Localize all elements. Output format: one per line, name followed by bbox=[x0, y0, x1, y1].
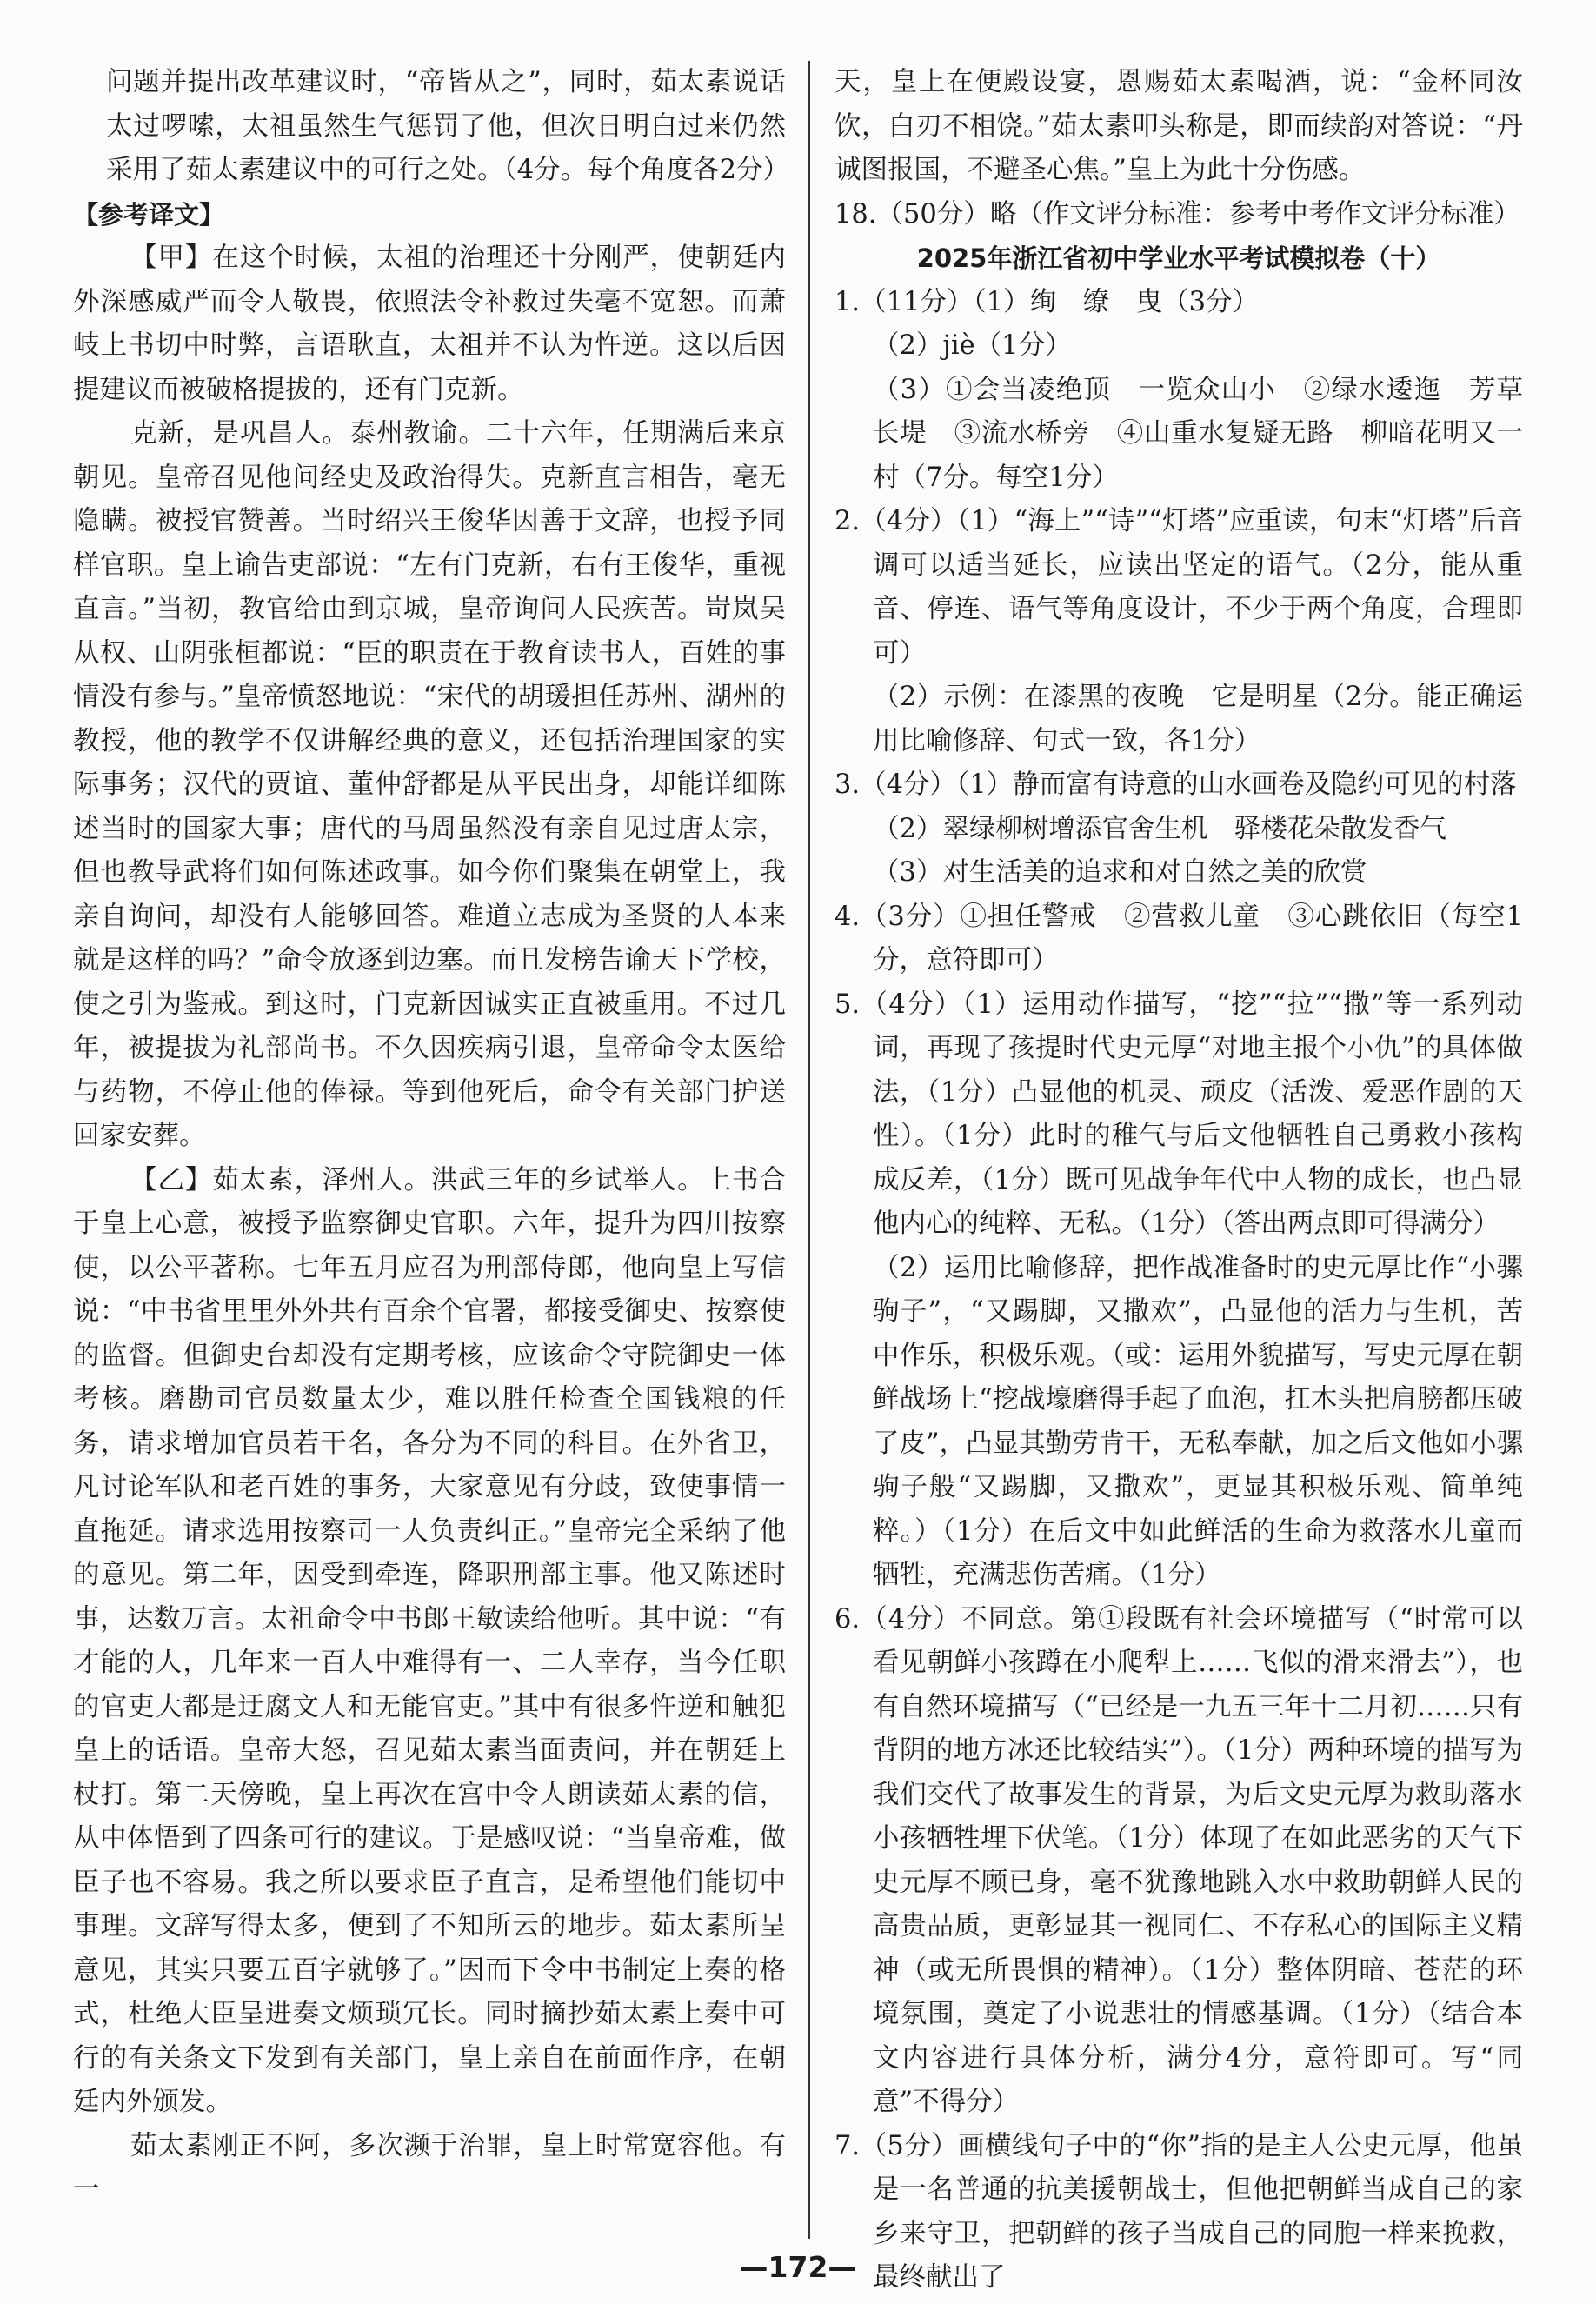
answer-q18: 18.（50分）略（作文评分标准：参考中考作文评分标准） bbox=[835, 198, 1520, 230]
page-number: —172— bbox=[739, 2250, 857, 2284]
right-column bbox=[835, 61, 1523, 2301]
answer-q5-2: （2）运用比喻修辞，把作战准备时的史元厚比作“小骡驹子”，“又踢脚，又撒欢”，凸显他的活力与生机，苦中作乐，积极乐观。（或：运用外貌描写，写史元厚在朝鲜战场上“挖战壕磨得手起了血泡，扛木头把肩膀都压破了皮”，凸显其勤劳肯干，无私奉献，加之后文他如小骡驹子般“又踢脚，又撒欢”，更显其积极乐观、简单纯粹。）（1分）在后文中如此鲜活的生命为救落水儿童而牺牲，充满悲伤苦痛。（1分） bbox=[873, 1252, 1523, 1590]
exam-title: 2025年浙江省初中学业水平考试模拟卷（十） bbox=[916, 243, 1441, 273]
answer-q2-2: （2）示例：在漆黑的夜晚 它是明星（2分。能正确运用比喻修辞、句式一致，各1分） bbox=[873, 682, 1523, 756]
answer-q6: 6.（4分）不同意。第①段既有社会环境描写（“时常可以看见朝鲜小孩蹲在小爬犁上……飞似的滑来滑去”），也有自然环境描写（“已经是一九五三年十二月初……只有背阴的地方冰还比较结实”）。（1分）两种环境的描写为我们交代了故事发生的背景，为后文史元厚为救助落水小孩牺牲埋下伏笔。（1分）体现了在如此恶劣的天气下史元厚不顾已身，毫不犹豫地跳入水中救助朝鲜人民的高贵品质，更彰显其一视同仁、不存私心的国际主义精神（或无所畏惧的精神）。（1分）整体阴暗、苍茫的环境氛围，奠定了小说悲壮的情感基调。（1分）（结合本文内容进行具体分析，满分4分，意符即可。写“同意”不得分） bbox=[835, 1603, 1523, 2117]
translation-paragraph-jia: 【甲】在这个时候，太祖的治理还十分刚严，使朝廷内外深感威严而令人敬畏，依照法令补救过失毫不宽恕。而萧岐上书切中时弊，言语耿直，太祖并不认为忤逆。这以后因提建议而被破格提拔的，还有门克新。 bbox=[73, 243, 786, 405]
answer-q7: 7.（5分）画横线句子中的“你”指的是主人公史元厚，他虽是一名普通的抗美援朝战士，但他把朝鲜当成自己的家乡来守卫，把朝鲜的孩子当成自己的同胞一样来挽救，最终献出了 bbox=[835, 2130, 1523, 2293]
answer-q4: 4.（3分）①担任警戒 ②营救儿童 ③心跳依旧（每空1分，意符即可） bbox=[835, 901, 1523, 976]
answer-q3: 3.（4分）（1）静而富有诗意的山水画卷及隐约可见的村落 bbox=[835, 769, 1517, 800]
reference-translation-heading: 【参考译文】 bbox=[73, 199, 225, 230]
translation-paragraph-yi: 【乙】茹太素，泽州人。洪武三年的乡试举人。上书合于皇上心意，被授予监察御史官职。六年，提升为四川按察使，以公平著称。七年五月应召为刑部侍郎，他向皇上写信说：“中书省里里外外共有百余个官署，都接受御史、按察使的监督。但御史台却没有定期考核，应该命令守院御史一体考核。磨勘司官员数量太少，难以胜任检查全国钱粮的任务，请求增加官员若干名，各分为不同的科目。在外省卫，凡讨论军队和老百姓的事务，大家意见有分歧，致使事情一直拖延。请求选用按察司一人负责纠正。”皇帝完全采纳了他的意见。第二年，因受到牵连，降职刑部主事。他又陈述时事，达数万言。太祖命令中书郎王敏读给他听。其中说：“有才能的人，几年来一百人中难得有一、二人幸存，当今任职的官吏大都是迂腐文人和无能官吏。”其中有很多忤逆和触犯皇上的话语。皇帝大怒，召见茹太素当面责问，并在朝廷上杖打。第二天傍晚，皇上再次在宫中令人朗读茹太素的信，从中体悟到了四条可行的建议。于是感叹说：“当皇帝难，做臣子也不容易。我之所以要求臣子直言，是希望他们能切中事理。文辞写得太多，便到了不知所云的地步。茹太素所呈意见，其实只要五百字就够了。”因而下令中书制定上奏的格式，杜绝大臣呈进奏文烦琐冗长。同时摘抄茹太素上奏中可行的有关条文下发到有关部门，皇上亲自在前面作序，在朝廷内外颁发。 bbox=[73, 1164, 786, 2117]
answer-q3-2: （2）翠绿柳树增添官舍生机 驿楼花朵散发香气 bbox=[873, 813, 1446, 844]
answer-q1: 1.（11分）（1）绚 缭 曳（3分） bbox=[835, 286, 1259, 317]
left-column bbox=[73, 61, 790, 2213]
column-divider bbox=[808, 61, 810, 2239]
answer-q2: 2.（4分）（1）“海上”“诗”“灯塔”应重读，句末“灯塔”后音调可以适当延长，应读出坚定的语气。（2分，能从重音、停连、语气等角度设计，不少于两个角度，合理即可） bbox=[835, 506, 1523, 669]
answer-q5: 5.（4分）（1）运用动作描写，“挖”“拉”“撒”等一系列动词，再现了孩提时代史元厚“对地主报个小仇”的具体做法，（1分）凸显他的机灵、顽皮（活泼、爱恶作剧的天性）。（1分）此时的稚气与后文他牺牲自己勇救小孩构成反差，（1分）既可见战争年代中人物的成长，也凸显他内心的纯粹、无私。（1分）（答出两点即可得满分） bbox=[835, 989, 1523, 1239]
translation-paragraph-kexin: 克新，是巩昌人。泰州教谕。二十六年，任期满后来京朝见。皇帝召见他问经史及政治得失。克新直言相告，毫无隐瞒。被授官赞善。当时绍兴王俊华因善于文辞，也授予同样官职。皇上谕告吏部说：“左有门克新，右有王俊华，重视直言。”当初，教官给由到京城，皇帝询问人民疾苦。岢岚吴从权、山阴张桓都说：“臣的职责在于教育读书人，百姓的事情没有参与。”皇帝愤怒地说：“宋代的胡瑗担任苏州、湖州的教授，他的教学不仅讲解经典的意义，还包括治理国家的实际事务；汉代的贾谊、董仲舒都是从平民出身，却能详细陈述当时的国家大事；唐代的马周虽然没有亲自见过唐太宗，但也教导武将们如何陈述政事。如今你们聚集在朝堂上，我亲自询问，却没有人能够回答。难道立志成为圣贤的人本来就是这样的吗？”命令放逐到边塞。而且发榜告谕天下学校，使之引为鉴戒。到这时，门克新因诚实正直被重用。不过几年，被提拔为礼部尚书。不久因疾病引退，皇帝命令太医给与药物，不停止他的俸禄。等到他死后，命令有关部门护送回家安葬。 bbox=[73, 418, 786, 1151]
answer-q1-3: （3）①会当凌绝顶 一览众山小 ②绿水逶迤 芳草长堤 ③流水桥旁 ④山重水复疑无路 柳暗花明又一村（7分。每空1分） bbox=[873, 374, 1523, 493]
answer-q3-3: （3）对生活美的追求和对自然之美的欣赏 bbox=[873, 857, 1367, 888]
translation-paragraph-end: 茹太素刚正不阿，多次濒于治罪，皇上时常宽容他。有一 bbox=[73, 2130, 786, 2205]
answer-paragraph: 问题并提出改革建议时，“帝皆从之”，同时，茹太素说话太过啰嗦，太祖虽然生气惩罚了他，但次日明白过来仍然采用了茹太素建议中的可行之处。（4分。每个角度各2分） bbox=[106, 67, 790, 185]
translation-continuation: 天，皇上在便殿设宴，恩赐茹太素喝酒，说：“金杯同汝饮，白刃不相饶。”茹太素叩头称是，即而续韵对答说：“丹诚图报国，不避圣心焦。”皇上为此十分伤感。 bbox=[835, 67, 1523, 185]
answer-q1-2: （2）jiè（1分） bbox=[873, 330, 1072, 361]
